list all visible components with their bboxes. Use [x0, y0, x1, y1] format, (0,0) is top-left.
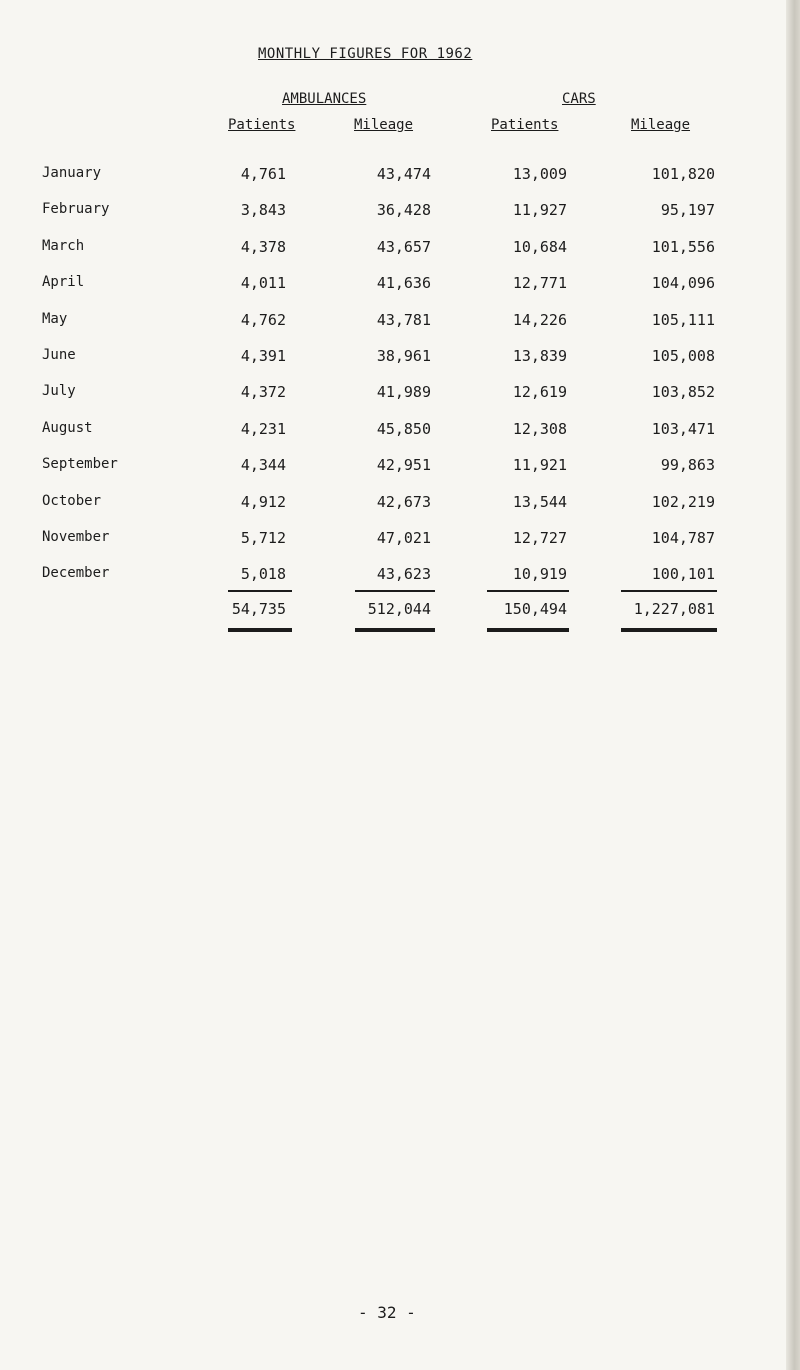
month-label: March [42, 238, 85, 254]
ambulances-group-heading: AMBULANCES [282, 91, 367, 107]
car-patients-cell: 12,308 [512, 420, 567, 438]
amb-patients-cell: 4,761 [240, 165, 286, 183]
car-patients-cell: 11,921 [512, 456, 567, 474]
amb-mileage-cell: 38,961 [376, 347, 431, 365]
month-label: January [42, 165, 102, 181]
amb-mileage-cell: 42,673 [376, 493, 431, 511]
month-label: November [42, 529, 110, 545]
amb-patients-cell: 4,231 [240, 420, 286, 438]
month-label: April [42, 274, 85, 290]
car-mileage-header: Mileage [631, 117, 691, 133]
car-patients-cell: 10,684 [512, 238, 567, 256]
month-label: August [42, 420, 93, 436]
car-mileage-total-rule [621, 590, 717, 592]
car-patients-header: Patients [491, 117, 559, 133]
amb-patients-cell: 4,378 [240, 238, 286, 256]
car-mileage-cell: 103,471 [651, 420, 715, 438]
amb-patients-cell: 5,712 [240, 529, 286, 547]
amb-mileage-cell: 36,428 [376, 201, 431, 219]
car-patients-cell: 12,619 [512, 383, 567, 401]
amb-patients-cell: 4,344 [240, 456, 286, 474]
page-number: - 32 - [358, 1303, 416, 1322]
month-label: September [42, 456, 118, 472]
amb-mileage-cell: 45,850 [376, 420, 431, 438]
amb-mileage-cell: 42,951 [376, 456, 431, 474]
car-patients-cell: 10,919 [512, 565, 567, 583]
amb-patients-total-rule [228, 590, 292, 592]
car-patients-cell: 11,927 [512, 201, 567, 219]
month-label: May [42, 311, 68, 327]
amb-mileage-cell: 43,623 [376, 565, 431, 583]
car-patients-cell: 13,544 [512, 493, 567, 511]
car-patients-cell: 13,009 [512, 165, 567, 183]
amb-mileage-cell: 41,636 [376, 274, 431, 292]
amb-patients-cell: 4,912 [240, 493, 286, 511]
amb-mileage-cell: 43,474 [376, 165, 431, 183]
car-patients-total: 150,494 [503, 600, 567, 618]
car-mileage-cell: 101,820 [651, 165, 715, 183]
car-patients-total-rule [487, 590, 569, 592]
month-label: October [42, 493, 102, 509]
amb-mileage-cell: 41,989 [376, 383, 431, 401]
amb-patients-cell: 4,391 [240, 347, 286, 365]
amb-mileage-total-rule [355, 590, 435, 592]
amb-patients-cell: 5,018 [240, 565, 286, 583]
car-mileage-cell: 105,008 [651, 347, 715, 365]
month-label: July [42, 383, 76, 399]
table-row [0, 565, 800, 589]
car-mileage-total: 1,227,081 [633, 600, 715, 618]
car-mileage-cell: 100,101 [651, 565, 715, 583]
car-patients-double-rule [487, 628, 569, 632]
table-row [0, 201, 800, 225]
car-mileage-cell: 103,852 [651, 383, 715, 401]
car-patients-cell: 13,839 [512, 347, 567, 365]
table-row [0, 238, 800, 262]
car-mileage-cell: 99,863 [660, 456, 715, 474]
amb-patients-cell: 4,011 [240, 274, 286, 292]
cars-group-heading: CARS [562, 91, 596, 107]
table-row [0, 420, 800, 444]
amb-patients-total: 54,735 [231, 600, 286, 618]
month-label: December [42, 565, 110, 581]
table-row [0, 347, 800, 371]
month-label: June [42, 347, 76, 363]
table-row [0, 165, 800, 189]
month-label: February [42, 201, 110, 217]
table-row [0, 383, 800, 407]
page-title: MONTHLY FIGURES FOR 1962 [258, 46, 473, 62]
car-mileage-double-rule [621, 628, 717, 632]
car-mileage-cell: 101,556 [651, 238, 715, 256]
table-row [0, 311, 800, 335]
amb-mileage-cell: 47,021 [376, 529, 431, 547]
car-mileage-cell: 104,787 [651, 529, 715, 547]
car-patients-cell: 14,226 [512, 311, 567, 329]
table-row [0, 274, 800, 298]
car-mileage-cell: 104,096 [651, 274, 715, 292]
car-patients-cell: 12,727 [512, 529, 567, 547]
amb-mileage-cell: 43,657 [376, 238, 431, 256]
car-mileage-cell: 95,197 [660, 201, 715, 219]
amb-mileage-total: 512,044 [367, 600, 431, 618]
amb-mileage-header: Mileage [354, 117, 414, 133]
amb-patients-cell: 4,762 [240, 311, 286, 329]
amb-patients-cell: 4,372 [240, 383, 286, 401]
car-patients-cell: 12,771 [512, 274, 567, 292]
amb-patients-header: Patients [228, 117, 296, 133]
table-row [0, 529, 800, 553]
amb-patients-double-rule [228, 628, 292, 632]
car-mileage-cell: 102,219 [651, 493, 715, 511]
table-row [0, 456, 800, 480]
car-mileage-cell: 105,111 [651, 311, 715, 329]
amb-mileage-cell: 43,781 [376, 311, 431, 329]
table-row [0, 493, 800, 517]
totals-row [0, 600, 800, 624]
amb-patients-cell: 3,843 [240, 201, 286, 219]
amb-mileage-double-rule [355, 628, 435, 632]
